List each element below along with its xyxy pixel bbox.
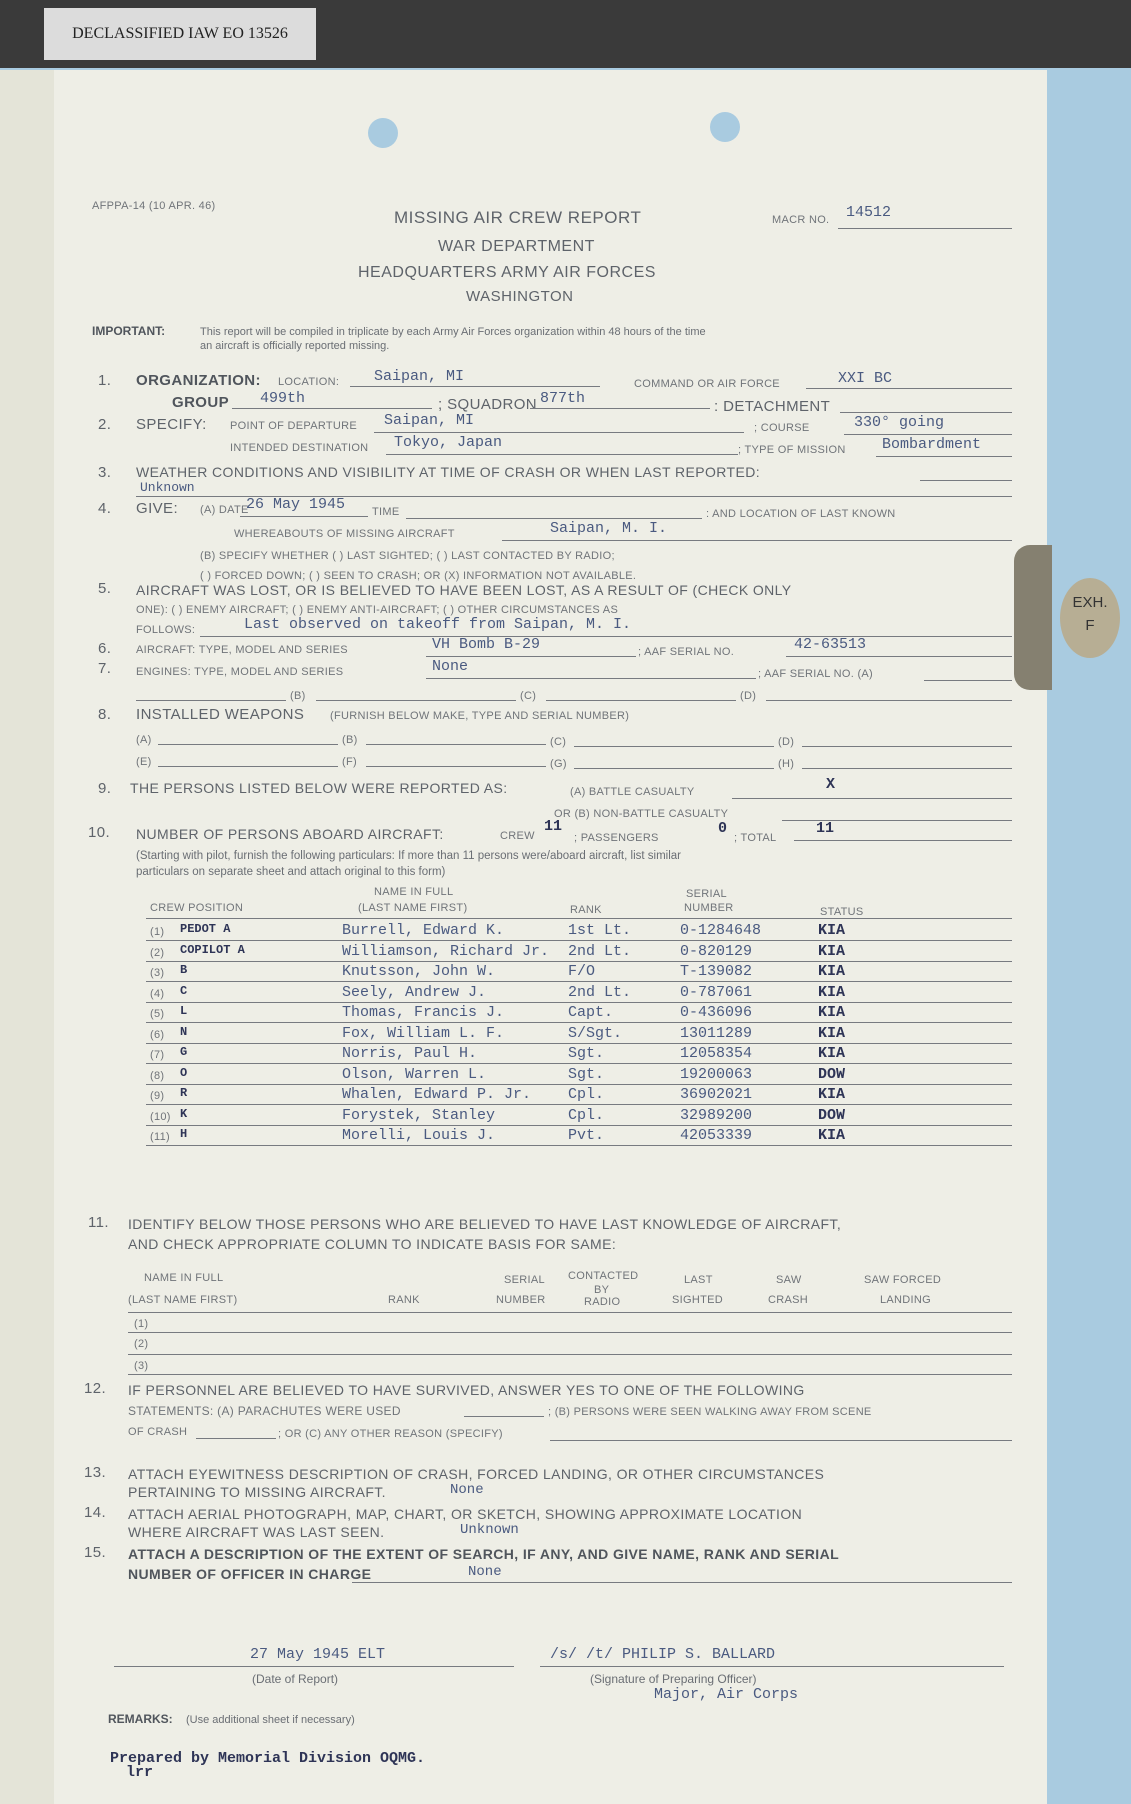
- crew-name: Seely, Andrew J.: [342, 983, 487, 1001]
- crew-serial: 0-1284648: [680, 922, 762, 939]
- crew-name: Burrell, Edward K.: [342, 922, 505, 939]
- crew-count: 11: [544, 818, 563, 835]
- crew-pos-num: (5): [150, 1008, 165, 1020]
- crew-pos-num: (6): [150, 1028, 165, 1041]
- crew-status: KIA: [818, 963, 846, 980]
- crew-pos-num: (1): [150, 926, 165, 938]
- crew-serial: 36902021: [680, 1086, 753, 1103]
- declassified-stamp: DECLASSIFIED IAW EO 13526: [44, 8, 316, 60]
- crew-serial: 12058354: [680, 1045, 753, 1062]
- crew-serial: T-139082: [680, 963, 753, 980]
- prepared-by: Prepared by Memorial Division OQMG.: [110, 1750, 426, 1767]
- crew-status: KIA: [818, 922, 846, 939]
- crew-pos: PEDOT A: [180, 922, 231, 936]
- crew-status: KIA: [818, 942, 846, 960]
- crew-rank: 2nd Lt.: [568, 983, 632, 1001]
- command: XXI BC: [838, 370, 893, 387]
- officer-rank: Major, Air Corps: [654, 1686, 799, 1703]
- typist-initials: lrr: [126, 1764, 154, 1781]
- crew-serial: 0-820129: [680, 942, 753, 960]
- crew-rank: Pvt.: [568, 1127, 605, 1144]
- crew-name: Olson, Warren L.: [342, 1065, 487, 1083]
- punch-hole-right: [710, 112, 740, 142]
- crew-pos: R: [180, 1086, 188, 1100]
- form-id: AFPPA-14 (10 APR. 46): [92, 200, 216, 212]
- crew-status: KIA: [818, 1004, 846, 1021]
- total-count: 11: [816, 820, 835, 837]
- crew-name: Knutsson, John W.: [342, 963, 496, 980]
- exhibit-sticker: [1060, 578, 1120, 658]
- crew-pos: B: [180, 963, 188, 977]
- exhibit-letter: F: [1085, 616, 1095, 634]
- crew-pos-num: (4): [150, 987, 165, 1000]
- remarks-label: REMARKS:: [108, 1712, 173, 1726]
- passenger-count: 0: [718, 820, 728, 837]
- crew-rank: S/Sgt.: [568, 1024, 623, 1042]
- eyewitness-value: None: [450, 1482, 484, 1498]
- macr-label: MACR NO.: [772, 214, 830, 226]
- crew-status: KIA: [818, 1045, 846, 1062]
- crew-rank: Sgt.: [568, 1045, 605, 1062]
- crew-pos: G: [180, 1045, 188, 1059]
- crew-serial: 42053339: [680, 1127, 753, 1144]
- crew-rank: Sgt.: [568, 1065, 605, 1083]
- engines: None: [432, 658, 469, 675]
- crew-pos-num: (11): [150, 1131, 170, 1143]
- crew-name: Morelli, Louis J.: [342, 1127, 496, 1144]
- report-date: 27 May 1945 ELT: [250, 1646, 386, 1663]
- crew-pos: H: [180, 1127, 188, 1141]
- binder-strip: [0, 70, 54, 1804]
- weather: Unknown: [140, 480, 195, 495]
- search-officer-value: None: [468, 1564, 502, 1580]
- crew-serial: 19200063: [680, 1065, 753, 1083]
- group: 499th: [260, 390, 306, 407]
- battle-casualty-mark: X: [826, 776, 836, 793]
- crew-serial: 32989200: [680, 1106, 753, 1124]
- important-text-2: an aircraft is officially reported missing.: [200, 340, 390, 352]
- important-text: This report will be compiled in triplicate by each Army Air Forces organization within 48 hours of the time: [200, 326, 706, 338]
- department: WAR DEPARTMENT: [438, 238, 595, 255]
- crew-pos: COPILOT A: [180, 942, 245, 957]
- crew-status: KIA: [818, 983, 846, 1001]
- crew-pos-num: (8): [150, 1069, 165, 1082]
- aircraft-type: VH Bomb B-29: [432, 636, 541, 653]
- remarks-note: (Use additional sheet if necessary): [186, 1714, 355, 1726]
- crew-status: KIA: [818, 1127, 846, 1144]
- binder-tab: [1014, 545, 1052, 690]
- signature: /s/ /t/ PHILIP S. BALLARD: [550, 1646, 776, 1663]
- squadron: 877th: [540, 390, 586, 407]
- exhibit-label: EXH.: [1072, 594, 1108, 611]
- last-whereabouts: Saipan, M. I.: [550, 520, 668, 537]
- crew-pos: K: [180, 1106, 188, 1121]
- crew-name: Whalen, Edward P. Jr.: [342, 1086, 532, 1103]
- crew-name: Forystek, Stanley: [342, 1106, 496, 1124]
- crew-pos: L: [180, 1004, 188, 1018]
- crew-rank: Capt.: [568, 1004, 614, 1021]
- crew-pos-num: (3): [150, 967, 165, 979]
- crew-rank: F/O: [568, 963, 596, 980]
- crew-pos-num: (10): [150, 1110, 171, 1123]
- crew-pos: N: [180, 1024, 188, 1039]
- crew-status: DOW: [818, 1106, 846, 1124]
- crew-rank: Cpl.: [568, 1106, 605, 1124]
- crew-rank: 1st Lt.: [568, 922, 632, 939]
- crew-name: Norris, Paul H.: [342, 1045, 478, 1062]
- crew-pos-num: (7): [150, 1049, 165, 1061]
- crew-rank: 2nd Lt.: [568, 942, 632, 960]
- headquarters: HEADQUARTERS ARMY AIR FORCES: [358, 264, 656, 281]
- macr-number: 14512: [846, 204, 892, 221]
- crew-status: KIA: [818, 1086, 846, 1103]
- photo-value: Unknown: [460, 1522, 519, 1538]
- crew-name: Thomas, Francis J.: [342, 1004, 505, 1021]
- crew-status: KIA: [818, 1024, 846, 1042]
- crew-pos: O: [180, 1065, 188, 1080]
- important-label: IMPORTANT:: [92, 324, 166, 338]
- aircraft-serial: 42-63513: [794, 636, 867, 653]
- crew-status: DOW: [818, 1065, 846, 1083]
- punch-hole-left: [368, 118, 398, 148]
- crew-name: Fox, William L. F.: [342, 1024, 505, 1042]
- city: WASHINGTON: [466, 288, 574, 305]
- mission-type: Bombardment: [882, 436, 982, 453]
- crew-serial: 13011289: [680, 1024, 753, 1042]
- report-date-label: (Date of Report): [252, 1672, 339, 1686]
- crew-rank: Cpl.: [568, 1086, 605, 1103]
- loss-circumstances: Last observed on takeoff from Saipan, M. I.: [244, 616, 632, 633]
- signature-label: (Signature of Preparing Officer): [590, 1672, 757, 1686]
- course: 330° going: [854, 414, 945, 431]
- departure-point: Saipan, MI: [384, 412, 475, 429]
- crew-name: Williamson, Richard Jr.: [342, 942, 550, 960]
- crew-pos: C: [180, 983, 188, 998]
- intended-destination: Tokyo, Japan: [394, 434, 503, 451]
- org-location: Saipan, MI: [374, 368, 465, 385]
- loss-date: 26 May 1945: [246, 496, 346, 513]
- crew-pos-num: (9): [150, 1090, 165, 1102]
- crew-serial: 0-787061: [680, 983, 753, 1001]
- form-title: MISSING AIR CREW REPORT: [394, 208, 642, 227]
- crew-pos-num: (2): [150, 946, 165, 959]
- form-page: AFPPA-14 (10 APR. 46) MISSING AIR CREW REPORT MACR NO. 14512 WAR DEPARTMENT HEADQUARTERS ARMY AIR FORCES WASHINGTON IMPORTANT: This report will be compiled in triplicate by each Army Air Forces organization within 48 hours of the time an aircraft is officially reported missing. 1. ORGANIZATION: LOCATION: Saipan, MI COMMAND OR AIR FORCE XXI BC GROUP 499th ; SQUADRON 877th : DETACHMENT 2. SPECIFY: POINT OF DEPARTURE Saipan, MI ; COURSE 330° going INTENDED DESTINATION Tokyo, Japan ; TYPE OF MISSION Bombardment 3. WEATHER CONDITIONS AND VISIBILITY AT TIME OF CRASH OR WHEN LAST REPORTED: Unknown 4. GIVE: (A) DATE 26 May 1945 TIME : AND LOCATION OF LAST KNOWN WHEREABOUTS OF MISSING AIRCRAFT Saipan, M. I. (B) SPECIFY WHETHER ( ) LAST SIGHTED; ( ) LAST CONTACTED BY RADIO; ( ) FORCED DOWN; ( ) SEEN TO CRASH; OR (X) INFORMATION NOT AVAILABLE. 5. AIRCRAFT WAS LOST, OR IS BELIEVED TO HAVE BEEN LOST, AS A RESULT OF (CHECK ONLY ONE): ( ) ENEMY AIRCRAFT; ( ) ENEMY ANTI-AIRCRAFT; ( ) OTHER CIRCUMSTANCES AS FOLLOWS: Last observed on takeoff from Saipan, M. I. 6. AIRCRAFT: TYPE, MODEL AND SERIES VH Bomb B-29 ; AAF SERIAL NO. 42-63513 7. ENGINES: TYPE, MODEL AND SERIES None ; AAF SERIAL NO. (A) (B) (C) (D) 8. INSTALLED WEAPONS (FURNISH BELOW MAKE, TYPE AND SERIAL NUMBER) (A) (B) (C) (D) (E) (F) (G) (H) 9. THE PERSONS LISTED BELOW WERE REPORTED AS: (A) BATTLE CASUALTY X OR (B) NON-BATTLE CASUALTY 10. NUMBER OF PERSONS ABOARD AIRCRAFT: CREW 11 ; PASSENGERS 0 ; TOTAL 11 (Starting with pilot, furnish the following particulars: If more than 11 persons were/aboard aircraft, list similar particulars on separate sheet and attach original to this form) NAME IN FULL SERIAL CREW POSITION (LAST NAME FIRST) RANK NUMBER STATUS (1) PEDOT A Burrell, Edward K. 1st Lt. 0-1284648 KIA (2) COPILOT A Williamson, Richard Jr. 2nd Lt. 0-820129 KIA (3) B Knutsson, John W. F/O T-139082 KIA (4) C Seely, Andrew J. 2nd Lt. 0-787061 KIA (5) L Thomas, Francis J. Capt. 0-436096 KIA (6) N Fox, William L. F. S/Sgt. 13011289 KIA (7) G Norris, Paul H. Sgt. 12058354 KIA (8) O Olson, Warren L. Sgt. 19200063 DOW (9) R Whalen, Edward P. Jr. Cpl. 36902021 KIA (10) K Forystek, Stanley Cpl. 32989200 DOW (11) H Morelli, Louis J. Pvt. 42053339 KIA 11. IDENTIFY BELOW THOSE PERSONS WHO ARE BELIEVED TO HAVE LAST KNOWLEDGE OF AIRCRAFT, AND CHECK APPROPRIATE COLUMN TO INDICATE BASIS FOR SAME: NAME IN FULL (LAST NAME FIRST) RANK SERIAL NUMBER CONTACTED BY RADIO LAST SIGHTED SAW CRASH SAW FORCED LANDING (1) (2) (3) 12. IF PERSONNEL ARE BELIEVED TO HAVE SURVIVED, ANSWER YES TO ONE OF THE FOLLOWING STATEMENTS: (A) PARACHUTES WERE USED ; (B) PERSONS WERE SEEN WALKING AWAY FROM SCENE OF CRASH ; OR (C) ANY OTHER REASON (SPECIFY) 13. ATTACH EYEWITNESS DESCRIPTION OF CRASH, FORCED LANDING, OR OTHER CIRCUMSTANCES PERTAINING TO MISSING AIRCRAFT. None 14. ATTACH AERIAL PHOTOGRAPH, MAP, CHART, OR SKETCH, SHOWING APPROXIMATE LOCATION WHERE AIRCRAFT WAS LAST SEEN. Unknown 15. ATTACH A DESCRIPTION OF THE EXTENT OF SEARCH, IF ANY, AND GIVE NAME, RANK AND SERIAL NUMBER OF OFFICER IN CHARGE None 27 May 1945 ELT (Date of Report) /s/ /t/ PHILIP S. BALLARD (Signature of Preparing Officer) Major, Air Corps REMARKS: (Use additional sheet if necessary) Prepared by Memorial Division OQMG.: [54, 70, 1047, 1804]
- crew-serial: 0-436096: [680, 1004, 753, 1021]
